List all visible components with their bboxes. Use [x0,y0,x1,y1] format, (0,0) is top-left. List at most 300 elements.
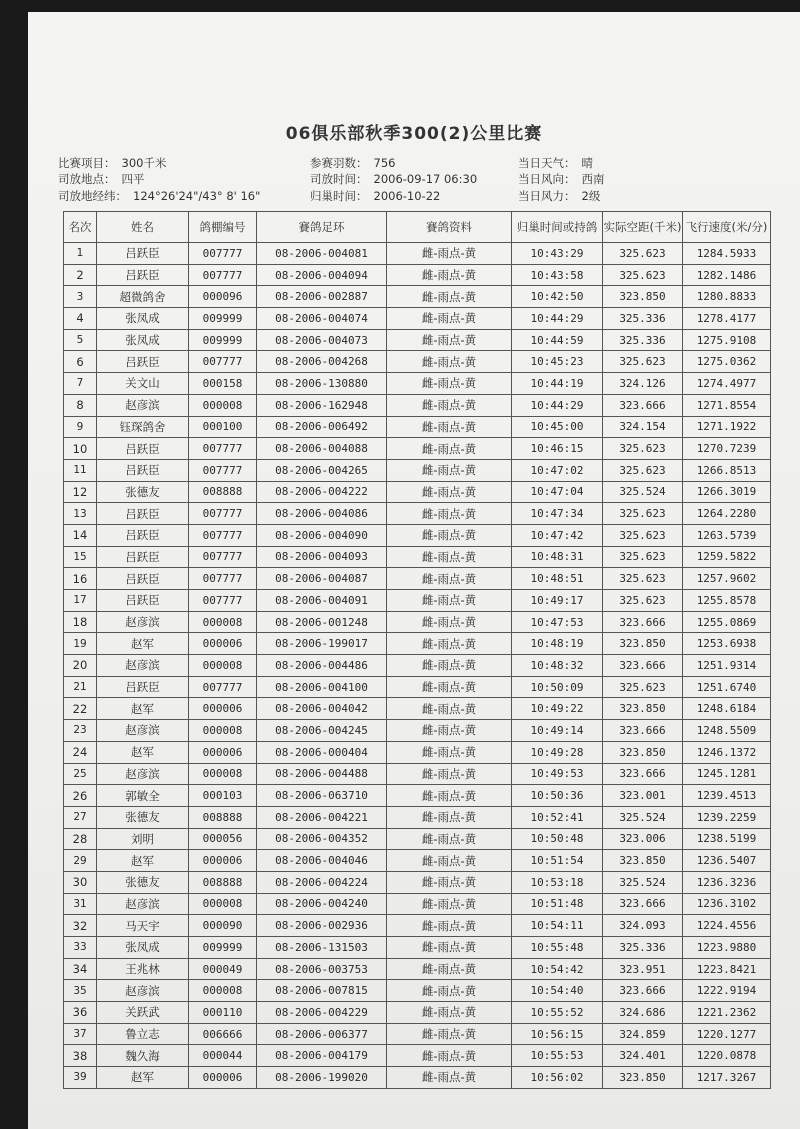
cell-loft-number: 000049 [189,958,257,980]
cell-loft-number: 009999 [189,308,257,330]
cell-name: 马天宇 [97,915,189,937]
cell-name: 吕跃臣 [97,546,189,568]
cell-loft-number: 007777 [189,524,257,546]
meta-coords: 司放地经纬： 124°26'24"/43° 8' 16" [58,189,261,203]
cell-arrival-time: 10:51:54 [512,850,603,872]
cell-distance: 323.666 [603,611,683,633]
cell-bird-info: 雌-雨点-黄 [387,741,512,763]
cell-bird-info: 雌-雨点-黄 [387,785,512,807]
cell-loft-number: 007777 [189,568,257,590]
cell-rank: 39 [64,1067,97,1089]
cell-ring: 08-2006-004352 [257,828,387,850]
header-rank: 名次 [64,212,97,243]
cell-name: 钰琛鸽舍 [97,416,189,438]
cell-bird-info: 雌-雨点-黄 [387,286,512,308]
cell-bird-info: 雌-雨点-黄 [387,243,512,265]
cell-arrival-time: 10:51:48 [512,893,603,915]
header-speed: 飞行速度(米/分) [683,212,771,243]
cell-speed: 1255.0869 [683,611,771,633]
cell-speed: 1220.0878 [683,1045,771,1067]
table-row [64,546,771,568]
cell-rank: 25 [64,763,97,785]
cell-bird-info: 雌-雨点-黄 [387,1045,512,1067]
table-row [64,416,771,438]
cell-ring: 08-2006-199020 [257,1067,387,1089]
table-row [64,611,771,633]
cell-arrival-time: 10:53:18 [512,871,603,893]
table-row [64,524,771,546]
cell-bird-info: 雌-雨点-黄 [387,481,512,503]
cell-name: 赵彦滨 [97,655,189,677]
cell-ring: 08-2006-004265 [257,459,387,481]
table-header-row [64,212,771,243]
cell-speed: 1274.4977 [683,373,771,395]
cell-arrival-time: 10:44:29 [512,394,603,416]
cell-distance: 325.623 [603,438,683,460]
cell-loft-number: 007777 [189,676,257,698]
table-row [64,481,771,503]
results-table [63,211,771,1089]
cell-ring: 08-2006-006492 [257,416,387,438]
cell-rank: 26 [64,785,97,807]
table-row [64,1045,771,1067]
cell-ring: 08-2006-004179 [257,1045,387,1067]
cell-speed: 1280.8833 [683,286,771,308]
cell-loft-number: 000008 [189,611,257,633]
table-body [64,243,771,1089]
cell-ring: 08-2006-002887 [257,286,387,308]
cell-distance: 325.623 [603,524,683,546]
cell-distance: 323.006 [603,828,683,850]
cell-ring: 08-2006-002936 [257,915,387,937]
table-row [64,373,771,395]
cell-speed: 1266.3019 [683,481,771,503]
table-row [64,590,771,612]
cell-ring: 08-2006-004091 [257,590,387,612]
table-row [64,937,771,959]
meta-return-time: 归巢时间： 2006-10-22 [310,189,441,203]
cell-distance: 325.623 [603,459,683,481]
cell-rank: 37 [64,1023,97,1045]
cell-ring: 08-2006-004100 [257,676,387,698]
cell-loft-number: 008888 [189,806,257,828]
table-row [64,741,771,763]
cell-ring: 08-2006-003753 [257,958,387,980]
cell-loft-number: 000006 [189,850,257,872]
cell-arrival-time: 10:56:15 [512,1023,603,1045]
cell-speed: 1282.1486 [683,264,771,286]
table-row [64,655,771,677]
cell-ring: 08-2006-004268 [257,351,387,373]
cell-arrival-time: 10:50:36 [512,785,603,807]
cell-distance: 323.666 [603,655,683,677]
table-row [64,893,771,915]
cell-name: 吕跃臣 [97,524,189,546]
cell-speed: 1270.7239 [683,438,771,460]
cell-arrival-time: 10:44:19 [512,373,603,395]
cell-loft-number: 000110 [189,1002,257,1024]
cell-name: 郭敏全 [97,785,189,807]
cell-arrival-time: 10:49:53 [512,763,603,785]
cell-speed: 1236.3102 [683,893,771,915]
cell-ring: 08-2006-004073 [257,329,387,351]
cell-rank: 27 [64,806,97,828]
cell-distance: 323.666 [603,893,683,915]
cell-ring: 08-2006-004221 [257,806,387,828]
cell-rank: 9 [64,416,97,438]
cell-rank: 13 [64,503,97,525]
cell-speed: 1220.1277 [683,1023,771,1045]
cell-name: 张凤成 [97,308,189,330]
table-row [64,394,771,416]
table-row [64,503,771,525]
cell-name: 魏久海 [97,1045,189,1067]
cell-speed: 1222.9194 [683,980,771,1002]
cell-speed: 1236.3236 [683,871,771,893]
cell-speed: 1221.2362 [683,1002,771,1024]
cell-name: 赵军 [97,850,189,872]
header-name: 姓名 [97,212,189,243]
cell-rank: 8 [64,394,97,416]
cell-rank: 29 [64,850,97,872]
meta-weather: 当日天气： 晴 [518,156,593,170]
cell-arrival-time: 10:44:29 [512,308,603,330]
cell-name: 关跃武 [97,1002,189,1024]
cell-speed: 1245.1281 [683,763,771,785]
cell-bird-info: 雌-雨点-黄 [387,980,512,1002]
cell-ring: 08-2006-004088 [257,438,387,460]
cell-distance: 325.336 [603,937,683,959]
cell-bird-info: 雌-雨点-黄 [387,394,512,416]
cell-loft-number: 007777 [189,438,257,460]
cell-name: 张德友 [97,481,189,503]
cell-bird-info: 雌-雨点-黄 [387,698,512,720]
cell-speed: 1275.9108 [683,329,771,351]
cell-arrival-time: 10:47:04 [512,481,603,503]
cell-rank: 33 [64,937,97,959]
cell-name: 赵军 [97,1067,189,1089]
cell-rank: 20 [64,655,97,677]
table-row [64,243,771,265]
cell-arrival-time: 10:43:29 [512,243,603,265]
cell-rank: 36 [64,1002,97,1024]
header-arrival-time: 归巢时间或持鸽 [512,212,603,243]
cell-rank: 3 [64,286,97,308]
table-row [64,1067,771,1089]
cell-rank: 23 [64,720,97,742]
cell-ring: 08-2006-006377 [257,1023,387,1045]
cell-distance: 324.859 [603,1023,683,1045]
cell-rank: 2 [64,264,97,286]
cell-arrival-time: 10:55:52 [512,1002,603,1024]
cell-speed: 1264.2280 [683,503,771,525]
table-row [64,568,771,590]
cell-loft-number: 007777 [189,459,257,481]
cell-speed: 1271.1922 [683,416,771,438]
cell-arrival-time: 10:56:02 [512,1067,603,1089]
cell-speed: 1255.8578 [683,590,771,612]
cell-arrival-time: 10:42:50 [512,286,603,308]
cell-arrival-time: 10:47:34 [512,503,603,525]
cell-loft-number: 000008 [189,763,257,785]
cell-loft-number: 007777 [189,590,257,612]
cell-arrival-time: 10:47:42 [512,524,603,546]
cell-bird-info: 雌-雨点-黄 [387,503,512,525]
cell-ring: 08-2006-004090 [257,524,387,546]
cell-rank: 7 [64,373,97,395]
cell-arrival-time: 10:45:23 [512,351,603,373]
cell-arrival-time: 10:47:53 [512,611,603,633]
cell-bird-info: 雌-雨点-黄 [387,568,512,590]
table-row [64,308,771,330]
cell-arrival-time: 10:54:40 [512,980,603,1002]
cell-bird-info: 雌-雨点-黄 [387,676,512,698]
cell-arrival-time: 10:54:42 [512,958,603,980]
cell-loft-number: 000103 [189,785,257,807]
cell-loft-number: 000096 [189,286,257,308]
cell-rank: 21 [64,676,97,698]
cell-bird-info: 雌-雨点-黄 [387,264,512,286]
cell-loft-number: 009999 [189,937,257,959]
cell-ring: 08-2006-131503 [257,937,387,959]
cell-rank: 35 [64,980,97,1002]
cell-rank: 22 [64,698,97,720]
cell-bird-info: 雌-雨点-黄 [387,893,512,915]
cell-ring: 08-2006-130880 [257,373,387,395]
cell-distance: 325.623 [603,264,683,286]
cell-rank: 16 [64,568,97,590]
cell-speed: 1236.5407 [683,850,771,872]
cell-distance: 323.850 [603,698,683,720]
cell-loft-number: 000056 [189,828,257,850]
cell-rank: 19 [64,633,97,655]
cell-bird-info: 雌-雨点-黄 [387,871,512,893]
cell-bird-info: 雌-雨点-黄 [387,850,512,872]
meta-wind-direction: 当日风向： 西南 [518,172,605,186]
cell-loft-number: 008888 [189,871,257,893]
meta-project: 比赛项目： 300千米 [58,156,167,170]
cell-ring: 08-2006-004224 [257,871,387,893]
cell-loft-number: 000008 [189,980,257,1002]
cell-distance: 325.623 [603,351,683,373]
cell-rank: 24 [64,741,97,763]
cell-loft-number: 000100 [189,416,257,438]
table-row [64,828,771,850]
table-row [64,915,771,937]
cell-speed: 1278.4177 [683,308,771,330]
cell-speed: 1239.2259 [683,806,771,828]
cell-arrival-time: 10:43:58 [512,264,603,286]
cell-ring: 08-2006-004081 [257,243,387,265]
cell-bird-info: 雌-雨点-黄 [387,438,512,460]
cell-loft-number: 000006 [189,633,257,655]
cell-ring: 08-2006-004222 [257,481,387,503]
cell-ring: 08-2006-004094 [257,264,387,286]
cell-bird-info: 雌-雨点-黄 [387,373,512,395]
cell-speed: 1223.9880 [683,937,771,959]
cell-distance: 323.850 [603,286,683,308]
cell-bird-info: 雌-雨点-黄 [387,1067,512,1089]
cell-name: 刘明 [97,828,189,850]
cell-arrival-time: 10:50:09 [512,676,603,698]
cell-rank: 14 [64,524,97,546]
cell-name: 吕跃臣 [97,459,189,481]
cell-distance: 324.154 [603,416,683,438]
cell-name: 关文山 [97,373,189,395]
cell-distance: 325.623 [603,590,683,612]
table-row [64,806,771,828]
cell-rank: 32 [64,915,97,937]
cell-rank: 38 [64,1045,97,1067]
cell-speed: 1251.9314 [683,655,771,677]
cell-distance: 325.524 [603,871,683,893]
cell-arrival-time: 10:52:41 [512,806,603,828]
cell-rank: 28 [64,828,97,850]
cell-bird-info: 雌-雨点-黄 [387,590,512,612]
meta-birds: 参赛羽数： 756 [310,156,396,170]
cell-loft-number: 007777 [189,351,257,373]
cell-ring: 08-2006-000404 [257,741,387,763]
table-row [64,871,771,893]
cell-arrival-time: 10:48:51 [512,568,603,590]
cell-name: 张德友 [97,871,189,893]
cell-name: 超微鸽舍 [97,286,189,308]
cell-distance: 325.623 [603,676,683,698]
cell-distance: 323.666 [603,980,683,1002]
cell-ring: 08-2006-004087 [257,568,387,590]
cell-ring: 08-2006-004245 [257,720,387,742]
cell-loft-number: 000006 [189,698,257,720]
cell-loft-number: 007777 [189,264,257,286]
cell-speed: 1239.4513 [683,785,771,807]
cell-rank: 11 [64,459,97,481]
cell-bird-info: 雌-雨点-黄 [387,1002,512,1024]
cell-bird-info: 雌-雨点-黄 [387,720,512,742]
cell-distance: 323.850 [603,633,683,655]
cell-name: 吕跃臣 [97,676,189,698]
cell-ring: 08-2006-007815 [257,980,387,1002]
cell-name: 吕跃臣 [97,503,189,525]
cell-speed: 1253.6938 [683,633,771,655]
cell-bird-info: 雌-雨点-黄 [387,915,512,937]
cell-speed: 1248.6184 [683,698,771,720]
table-row [64,264,771,286]
cell-arrival-time: 10:50:48 [512,828,603,850]
cell-arrival-time: 10:49:28 [512,741,603,763]
cell-distance: 323.666 [603,720,683,742]
cell-speed: 1224.4556 [683,915,771,937]
cell-speed: 1248.5509 [683,720,771,742]
table-row [64,980,771,1002]
cell-rank: 34 [64,958,97,980]
table-row [64,958,771,980]
cell-arrival-time: 10:45:00 [512,416,603,438]
cell-loft-number: 000044 [189,1045,257,1067]
cell-speed: 1263.5739 [683,524,771,546]
cell-name: 赵彦滨 [97,394,189,416]
table-row [64,633,771,655]
cell-loft-number: 006666 [189,1023,257,1045]
table-row [64,1002,771,1024]
cell-distance: 324.093 [603,915,683,937]
table-row [64,785,771,807]
cell-arrival-time: 10:49:22 [512,698,603,720]
cell-ring: 08-2006-004486 [257,655,387,677]
cell-ring: 08-2006-199017 [257,633,387,655]
cell-speed: 1275.0362 [683,351,771,373]
cell-name: 吕跃臣 [97,590,189,612]
cell-bird-info: 雌-雨点-黄 [387,958,512,980]
cell-ring: 08-2006-063710 [257,785,387,807]
cell-distance: 324.126 [603,373,683,395]
table-row [64,459,771,481]
cell-loft-number: 007777 [189,243,257,265]
cell-arrival-time: 10:44:59 [512,329,603,351]
header-ring: 賽鸽足环 [257,212,387,243]
cell-rank: 30 [64,871,97,893]
cell-speed: 1266.8513 [683,459,771,481]
cell-bird-info: 雌-雨点-黄 [387,828,512,850]
cell-loft-number: 007777 [189,546,257,568]
cell-ring: 08-2006-004042 [257,698,387,720]
cell-name: 吕跃臣 [97,438,189,460]
cell-speed: 1246.1372 [683,741,771,763]
cell-distance: 325.623 [603,568,683,590]
cell-bird-info: 雌-雨点-黄 [387,1023,512,1045]
cell-loft-number: 000008 [189,720,257,742]
cell-name: 张凤成 [97,329,189,351]
cell-arrival-time: 10:54:11 [512,915,603,937]
cell-speed: 1271.8554 [683,394,771,416]
cell-name: 张凤成 [97,937,189,959]
cell-ring: 08-2006-004229 [257,1002,387,1024]
table-row [64,850,771,872]
cell-loft-number: 000008 [189,893,257,915]
cell-name: 赵彦滨 [97,893,189,915]
table-row [64,329,771,351]
cell-arrival-time: 10:47:02 [512,459,603,481]
cell-rank: 1 [64,243,97,265]
cell-name: 赵彦滨 [97,980,189,1002]
cell-speed: 1257.9602 [683,568,771,590]
cell-bird-info: 雌-雨点-黄 [387,546,512,568]
cell-speed: 1238.5199 [683,828,771,850]
cell-speed: 1251.6740 [683,676,771,698]
cell-ring: 08-2006-004488 [257,763,387,785]
table-row [64,720,771,742]
cell-distance: 323.001 [603,785,683,807]
cell-ring: 08-2006-004093 [257,546,387,568]
cell-distance: 325.623 [603,243,683,265]
cell-rank: 31 [64,893,97,915]
cell-loft-number: 000008 [189,394,257,416]
header-distance: 实际空距(千米) [603,212,683,243]
cell-ring: 08-2006-004240 [257,893,387,915]
cell-rank: 15 [64,546,97,568]
meta-release-time: 司放时间： 2006-09-17 06:30 [310,172,478,186]
cell-name: 吕跃臣 [97,351,189,373]
table-row [64,676,771,698]
cell-loft-number: 000006 [189,741,257,763]
table-row [64,1023,771,1045]
cell-name: 鲁立志 [97,1023,189,1045]
cell-bird-info: 雌-雨点-黄 [387,416,512,438]
cell-name: 王兆林 [97,958,189,980]
cell-loft-number: 000008 [189,655,257,677]
cell-bird-info: 雌-雨点-黄 [387,763,512,785]
cell-bird-info: 雌-雨点-黄 [387,351,512,373]
page-title: 06俱乐部秋季300(2)公里比赛 [285,124,543,144]
